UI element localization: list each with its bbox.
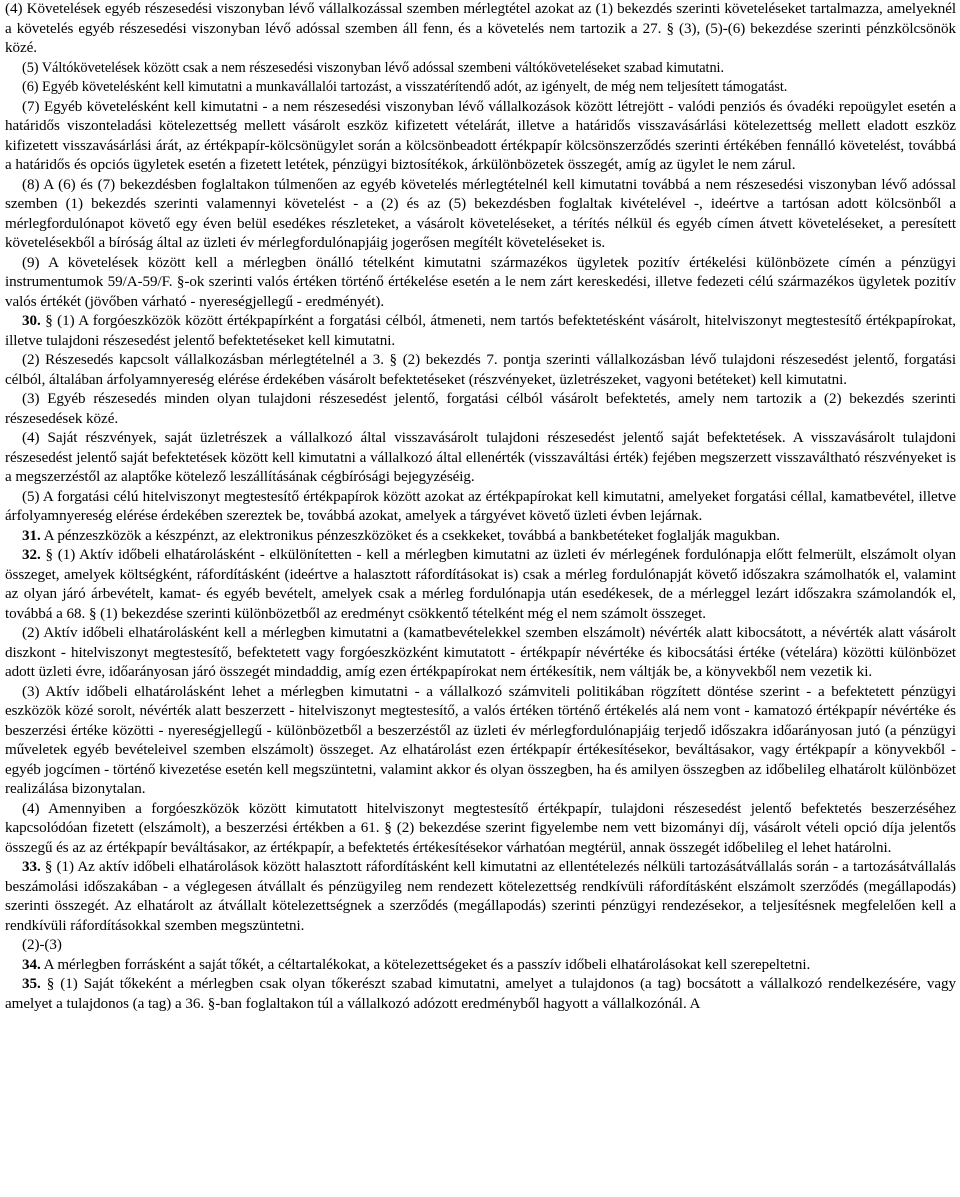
document-page <box>5 0 956 1014</box>
section-number: 31. <box>22 527 41 544</box>
paragraph-3 <box>5 78 956 98</box>
paragraph-text: (4) Követelések egyéb részesedési viszonyban lévő vállalkozással szemben mérlegtétel azokat az (1) bekezdés szerinti követeléseket tartalmazza, amelyeknél a követelés egyéb részesedési viszonyban lévő adóssal szemben áll fenn, és a követelés nem tartozik a 27. § (3), (5)-(6) bekezdése szerinti pénzkölcsönök közé. <box>5 1 956 56</box>
paragraph-text: (7) Egyéb követelésként kell kimutatni - a nem részesedési viszonyban lévő vállalkozások között létrejött - valódi penziós és óvadéki repoügylet esetén a határidős viszonteladási kötelezettség mellett vásárolt eszköz kifizetett vételárát, illetve a határidős visszavásárlási kötelezettség mellett eladott eszköz kifizetett visszavásárlási árát, az értékpapír-kölcsönügylet során a kölcsönbeadott értékpapír kölcsönszerződés szerinti értékében fennálló követelést, továbbá a határidős és opciós ügyletek esetén a fizetett letétek, pénzügyi biztosítékok, árkülönbözetek összegét, amíg az ügylet le nem zárul. <box>5 98 956 173</box>
paragraph-text: (2) Aktív időbeli elhatárolásként kell a mérlegben kimutatni a (kamatbevételekkel szemben elszámolt) névérték alatt kibocsátott, a névérték alatt vásárolt diszkont - hitelviszonyt megtestesítő, befektetett vagy forgóeszközként kimutatott - értékpapír névértéke és kibocsátási értéke (vételára) közötti különbözet adott üzleti évre, időarányosan járó összegét mindaddig, amíg ezen értékpapírokat nem értékesítik, nem váltják be, a könyvekből nem vezetik ki. <box>5 625 956 680</box>
paragraph-text: A pénzeszközök a készpénzt, az elektronikus pénzeszközöket és a csekkeket, továbbá a bankbetéteket foglalják magukban. <box>43 527 780 544</box>
paragraph-text: A mérlegben forrásként a saját tőkét, a céltartalékokat, a kötelezettségeket és a passzív időbeli elhatárolásokat kell szerepeltetni. <box>43 956 811 973</box>
section-number: 34. <box>22 956 41 973</box>
paragraph-18 <box>5 936 956 956</box>
section-number: 32. <box>22 547 41 563</box>
paragraph-4 <box>5 98 956 176</box>
paragraph-8 <box>5 351 956 390</box>
section-number: 30. <box>22 313 41 329</box>
paragraph-text: (4) Amennyiben a forgóeszközök között kimutatott hitelviszonyt megtestesítő értékpapír, tulajdoni részesedést jelentő befektetés beszerzéséhez kapcsolódóan fizetett (elszámolt), a beszerzési értékben a 61. § (2) bekezdése szerint figyelembe nem vett bizományi díj, vásárolt vételi opció díja jelentős összegű és az az értékpapír beváltásakor, az értékpapír, a befektetés értékesítésekor várhatóan megtérül, annak összegét időbelileg el lehet határolni. <box>5 800 956 856</box>
paragraph-text: (2) Részesedés kapcsolt vállalkozásban mérlegtételnél a 3. § (2) bekezdés 7. pontja szerinti vállalkozásban lévő tulajdoni részesedést jelentő, forgatási célból, általában árfolyamnyereség elérése érdekében vásárolt befektetéseket (részvényeket, üzletrészeket, vagyoni betéteket) kell kimutatni. <box>5 352 956 388</box>
paragraph-20 <box>5 975 956 1014</box>
paragraph-11 <box>5 488 956 527</box>
paragraph-9 <box>5 390 956 429</box>
paragraph-17 <box>5 858 956 936</box>
paragraph-text: (5) Váltókövetelések között csak a nem részesedési viszonyban lévő adóssal szembeni váltóköveteléseket szabad kimutatni. <box>22 59 724 76</box>
paragraph-text: § (1) Aktív időbeli elhatárolásként - elkülönítetten - kell a mérlegben kimutatni az üzleti év mérlegének fordulónapja előtt felmerült, elszámolt olyan összeget, amelyek költségként, ráfordításként (ideértve a halasztott ráfordításokat is) csak a mérleg fordulónapját követő időszakra számolhatók el, valamint az olyan járó árbevételt, kamat- és egyéb bevételt, amelyek csak a mérleg fordulónapja után esedékesek, de a mérleggel lezárt időszakra számolandók el, továbbá a 68. § (1) bekezdése szerinti különbözetből az eredményt csökkentő tételként még el nem számolt összeget. <box>5 547 956 622</box>
paragraph-text: (2)-(3) <box>22 937 62 953</box>
section-number: 33. <box>22 859 41 875</box>
paragraph-10 <box>5 429 956 488</box>
paragraph-text: § (1) Az aktív időbeli elhatárolások között halasztott ráfordításként kell kimutatni az ellentételezés nélküli tartozásátvállalás során - a tartozásátvállalás beszámolási időszakában - a véglegesen átvállalt és pénzügyileg nem rendezett kötelezettség rendkívüli ráfordításként elszámolt szerződés (megállapodás) szerinti összegét. Az elhatárolt az átvállalt kötelezettségnek a szerződés (megállapodás) szerinti pénzügyi rendezésekor, a teljesítésnek megfelelően kell a rendkívüli ráfordításokkal szemben megszüntetni. <box>5 859 956 934</box>
paragraph-text: (8) A (6) és (7) bekezdésben foglaltakon túlmenően az egyéb követelés mérlegtételnél kell kimutatni továbbá a nem részesedési viszonyban lévő adóssal szemben (1) bekezdés szerinti valamennyi követelést - a (2) és az (5) bekezdésben foglaltak kivételével -, ideértve a tartósan adott kölcsönből a mérlegfordulónapot követő egy éven belül esedékes részleteket, a vásárolt követeléseket, a térítés nélkül és egyéb címen átvett követeléseket, a peresített követelésekből a bíróság által az üzleti év mérlegfordulónapjáig jogerősen megítélt követeléseket is. <box>5 176 956 251</box>
paragraph-7 <box>5 312 956 351</box>
paragraph-6 <box>5 254 956 313</box>
paragraph-13 <box>5 546 956 624</box>
paragraph-14 <box>5 624 956 683</box>
paragraph-text: (3) Aktív időbeli elhatárolásként lehet a mérlegben kimutatni - a vállalkozó számviteli politikában rögzített döntése szerint - a befektetett pénzügyi eszközök közé sorolt, névérték alatt beszerzett - hitelviszonyt megtestesítő, a valós értéken történő értékelés alá nem vont - kamatozó értékpapír névértéke és beszerzési értéke közötti - nyereségjellegű - különbözetből a beszerzéstől az üzleti év mérlegfordulónapjáig terjedő időszakra időarányosan jutó (a pénzügyi műveletek egyéb bevételeivel szemben elszámolt) összeget. Az elhatárolást ezen értékpapír értékesítésekor, beváltásakor, vagy értékpapír a könyvekből - egyéb jogcímen - történő kivezetése esetén kell megszüntetni, valamint akkor és olyan összegben, ha és amilyen összegben az időbelileg elhatárolt különbözet realizálása bizonytalan. <box>5 683 956 797</box>
paragraph-text: (5) A forgatási célú hitelviszonyt megtestesítő értékpapírok között azokat az értékpapírokat kell kimutatni, amelyeket forgatási céllal, kamatbevétel, illetve árfolyamnyereség elérése érdekében szereztek be, továbbá azokat, amelyek a tárgyévet követő üzleti évben lejárnak. <box>5 488 956 524</box>
paragraph-19 <box>5 956 956 976</box>
paragraph-1 <box>5 0 956 59</box>
paragraph-16 <box>5 800 956 859</box>
paragraph-text: § (1) A forgóeszközök között értékpapírként a forgatási célból, átmeneti, nem tartós befektetésként vásárolt, hitelviszonyt megtestesítő értékpapírokat, illetve tulajdoni részesedést jelentő befektetéseket kell kimutatni. <box>5 313 957 349</box>
paragraph-text: (9) A követelések között kell a mérlegben önálló tételként kimutatni származékos ügyletek pozitív értékelési különbözete címén a pénzügyi instrumentumok 59/A-59/F. §-ok szerinti valós értéken történő értékelése esetén a le nem zárt kereskedési, illetve fedezeti célú származékos ügyletek pozitív valós értékét (jövőben várható - nyereségjellegű - eredményét). <box>5 254 956 310</box>
paragraph-2 <box>5 59 956 79</box>
section-number: 35. <box>22 976 41 992</box>
paragraph-text: § (1) Saját tőkeként a mérlegben csak olyan tőkerészt szabad kimutatni, amelyet a tulajdonos (a tag) bocsátott a vállalkozó rendelkezésére, vagy amelyet a tulajdonos (a tag) a 36. §-ban foglaltakon túl a vállalkozó adózott eredményből hagyott a vállalkozónál. A <box>5 976 956 1012</box>
paragraph-12 <box>5 527 956 547</box>
paragraph-15 <box>5 683 956 800</box>
paragraph-text: (6) Egyéb követelésként kell kimutatni a munkavállalói tartozást, a visszatérítendő adót, az igényelt, de még nem teljesített támogatást. <box>22 79 788 95</box>
paragraph-text: (3) Egyéb részesedés minden olyan tulajdoni részesedést jelentő, forgatási célból vásárolt befektetés, amely nem tartozik a (2) bekezdés szerinti részesedések közé. <box>5 391 956 427</box>
paragraph-5 <box>5 176 956 254</box>
paragraph-text: (4) Saját részvények, saját üzletrészek a vállalkozó által visszavásárolt tulajdoni részesedést jelentő saját befektetések. A visszavásárolt tulajdoni részesedést jelentő saját befektetések között kell kimutatni a vállalkozó által ellenérték (visszaváltási érték) fejében megszerzett visszaváltható részvényeket is a megszerzéstől az alaptőke kötelező leszállításának cégbírósági bejegyzéséig. <box>5 430 956 485</box>
